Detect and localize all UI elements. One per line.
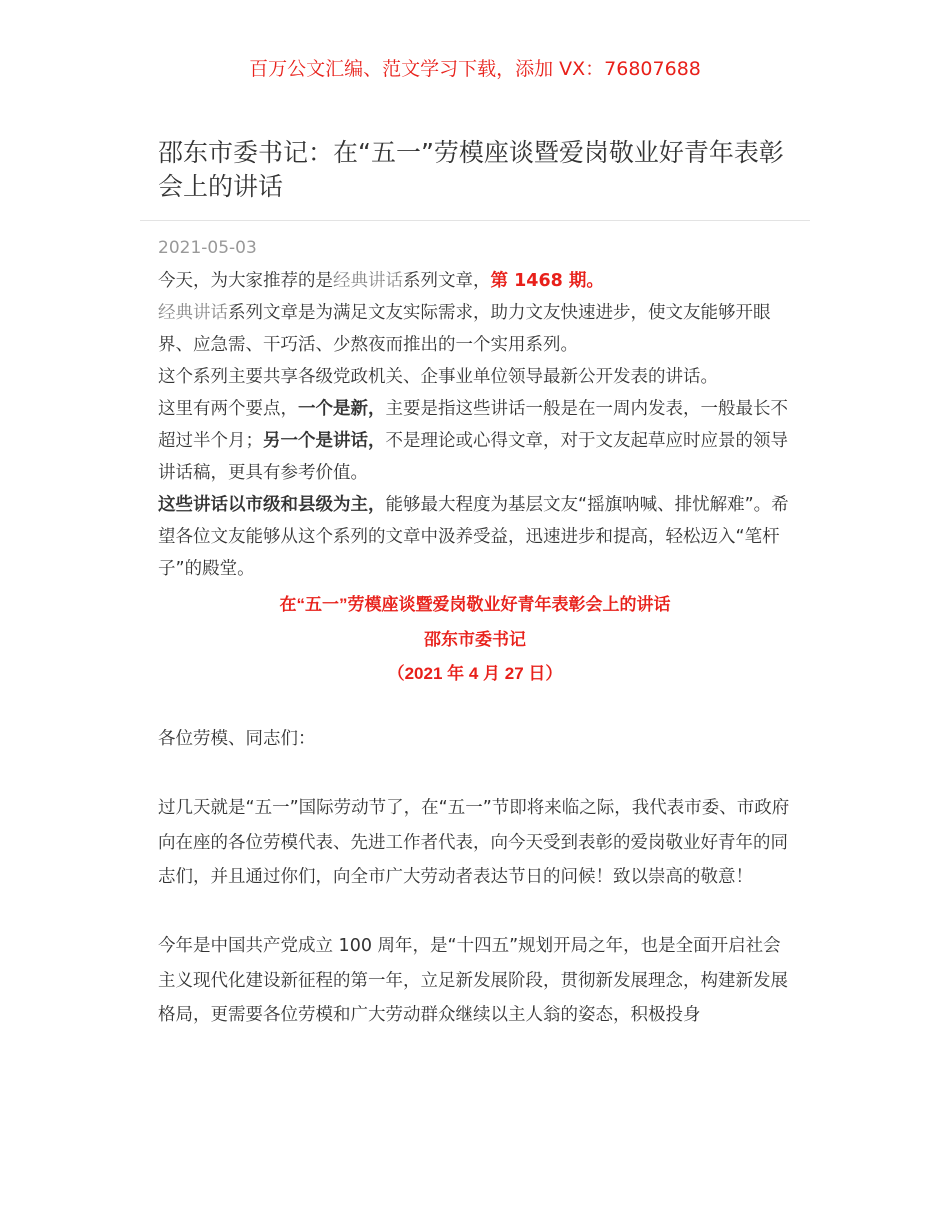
text: 不是理论或心得文章，对于文友起草应时应景的领导讲话稿，更具有参考价值。 xyxy=(158,431,788,483)
article-title: 邵东市委书记：在“五一”劳模座谈暨爱岗敬业好青年表彰会上的讲话 xyxy=(158,138,784,201)
text: 系列文章， xyxy=(403,271,491,291)
intro-paragraph xyxy=(158,489,798,585)
speech-date: （2021 年 4 月 27 日） xyxy=(387,664,563,683)
bold-text: 这些讲话以市级和县级为主， xyxy=(158,495,386,515)
body-paragraph: 今年是中国共产党成立 100 周年，是“十四五”规划开局之年，也是全面开启社会主义现代化建设新征程的第一年，立足新发展阶段，贯彻新发展理念，构建新发展格局，更需要各位劳模和广大劳动群众继续以主人翁的姿态，积极投身 xyxy=(158,936,788,1025)
header-banner: 百万公文汇编、范文学习下载，添加 VX：76807688 xyxy=(249,58,701,80)
intro-paragraph xyxy=(158,297,798,361)
title-divider xyxy=(140,220,810,221)
speech-speaker: 邵东市委书记 xyxy=(424,630,526,649)
series-name: 经典讲话 xyxy=(158,303,228,323)
text: 主要是指这些讲话一般是在一周内发表，一般最长不超过半个月； xyxy=(158,399,788,451)
series-intro xyxy=(158,265,798,585)
issue-number: 第 1468 期。 xyxy=(490,271,604,291)
body-paragraph: 各位劳模、同志们： xyxy=(158,729,316,749)
intro-paragraph xyxy=(158,393,798,489)
publish-date: 2021-05-03 xyxy=(158,238,257,258)
text: 今天，为大家推荐的是 xyxy=(158,271,333,291)
intro-paragraph: 这个系列主要共享各级党政机关、企事业单位领导最新公开发表的讲话。 xyxy=(158,367,718,387)
intro-paragraph xyxy=(158,265,798,297)
text: 系列文章是为满足文友实际需求，助力文友快速进步，使文友能够开眼界、应急需、干巧活、少熬夜而推出的一个实用系列。 xyxy=(158,303,771,355)
text: 能够最大程度为基层文友“摇旗呐喊、排忧解难”。希望各位文友能够从这个系列的文章中汲养受益，迅速进步和提高，轻松迈入“笔杆子”的殿堂。 xyxy=(158,495,789,579)
series-name: 经典讲话 xyxy=(333,271,403,291)
body-paragraph: 过几天就是“五一”国际劳动节了，在“五一”节即将来临之际，我代表市委、市政府向在座的各位劳模代表、先进工作者代表，向今天受到表彰的爱岗敬业好青年的同志们，并且通过你们，向全市广大劳动者表达节日的问候！致以崇高的敬意！ xyxy=(158,798,790,887)
bold-text: 另一个是讲话， xyxy=(263,431,386,451)
text: 这里有两个要点， xyxy=(158,399,298,419)
speech-heading: 在“五一”劳模座谈暨爱岗敬业好青年表彰会上的讲话 xyxy=(279,595,671,614)
speech-body xyxy=(158,722,798,1067)
bold-text: 一个是新， xyxy=(298,399,386,419)
